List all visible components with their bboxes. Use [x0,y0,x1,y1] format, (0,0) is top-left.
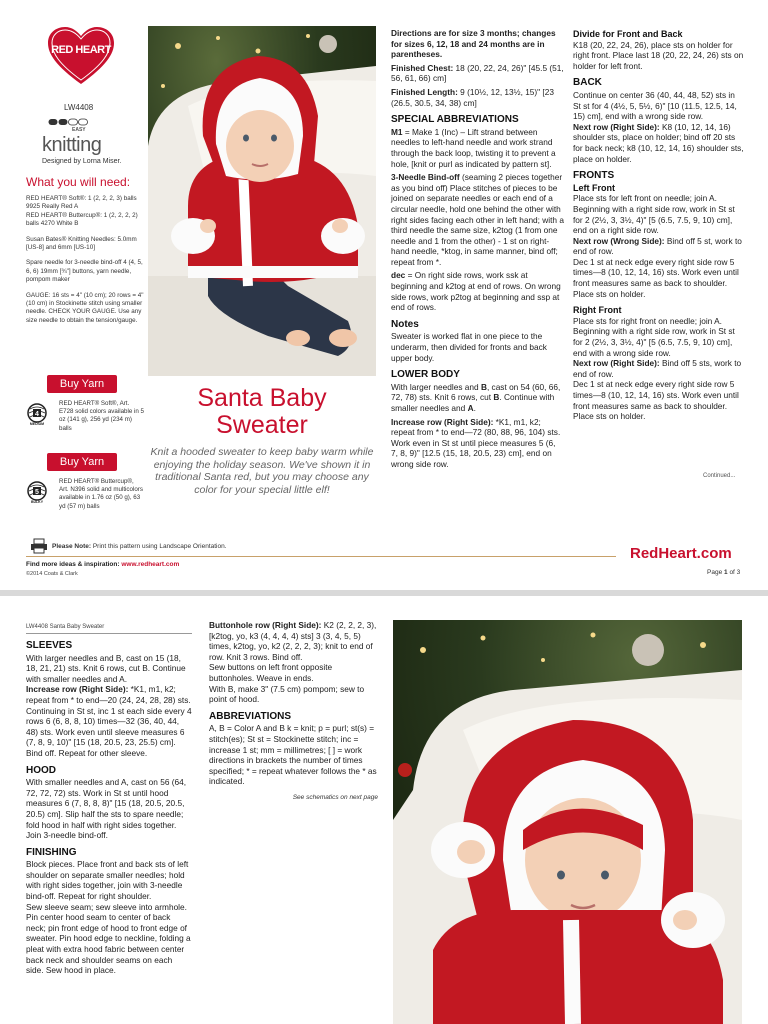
yarn-buttercup [26,478,144,538]
svg-text:4: 4 [35,411,39,418]
yarn-buttercup-text: RED HEART® Buttercup®, Art. N396 solid and multicolors available in 1.76 oz (50 g), 63 yd (57 m) balls [59,478,143,510]
pattern-page-2 [0,596,768,1024]
instructions-column-3 [26,639,192,979]
materials-yarn: RED HEART® Soft®: 1 (2, 2, 2, 3) balls 9925 Really Red A RED HEART® Buttercup®: 1 (2, 2, 2, 2) balls 4270 White B [26,195,138,228]
svg-text:5: 5 [35,489,39,496]
back-text: Continue on center 36 (40, 44, 48, 52) sts in St st for 4 (4½, 5, 5½, 6)" [10 (11.5, 12.5, 14, 15) cm], end with a wrong side row. [573,89,737,122]
right-front-text: Place sts for right front on needle; join A. Beginning with a right side row, work in St st for 2 (2½, 3, 3½, 4)" [5 (6.5, 7.5, 9, 10) cm], end with a wrong side row. [573,315,735,358]
sleeves-text: With larger needles and B, cast on 15 (18, 18, 21, 21) sts. Knit 6 rows, cut B. Continue with smaller needles and A. [26,652,186,684]
baby-photo-main [148,26,376,376]
site-link[interactable]: RedHeart.com [630,545,732,562]
page-2-header: LW4408 Santa Baby Sweater [26,624,105,630]
page-number: Page 1 of 3 [707,569,741,576]
find-more-link[interactable]: www.redheart.com [121,561,180,568]
materials-gauge: GAUGE: 16 sts = 4" (10 cm); 20 rows = 4" (10 cm) in Stockinette stitch using smaller needle. CHECK YOUR GAUGE. Use any size needle to obtain the tension/gauge. [26,291,144,324]
baby-photo-secondary [393,620,742,1024]
buy-yarn-button-2[interactable]: Buy Yarn [47,453,117,471]
copyright: ©2014 Coats & Clark [26,571,78,577]
svg-text:RED HEART: RED HEART [51,44,111,56]
skill-level-meter [48,117,88,127]
buy-yarn-button[interactable]: Buy Yarn [47,375,117,393]
finishing-heading: FINISHING [26,846,77,858]
buttonhole-row: Buttonhole row (Right Side): K2 (2, 2, 2, 3), [k2tog, yo, k3 (4, 4, 4, 4) sts] 3 (3, 4, 5, 5) times, k2tog, yo, k2 (2, 2, 2, 3); knit to end of row. Knit 3 rows. Bind off. Sew buttons on left front opposite buttonholes. Weave in ends. With B, make 3" (7.5 cm) pompom; sew to point of hood. [209,620,377,705]
fronts-heading: FRONTS [573,170,615,182]
abbrev-m1: M1 = Make 1 (Inc) – Lift strand between needles to left-hand needle and work strand through the back loop, twisting it to prevent a hole, [knit or purl as indicated by pattern st]. [391,126,556,169]
svg-text:MEDIUM: MEDIUM [29,422,45,425]
yarn-soft [26,400,144,460]
right-front-next-row: Next row (Right Side): Bind off 5 sts, work to end of row. [573,358,742,379]
abbreviations-text: A, B = Color A and B k = knit; p = purl; st(s) = stitch(es); St st = Stockinette stitch; inc = increase 1 st; mm = millimetres; [ ] = work directions in brackets the number of times specified; * = repeat whatever follows the * as indicated. [209,723,377,787]
right-front-dec: Dec 1 st at neck edge every right side row 5 times—8 (10, 12, 14, 16) sts. Work even until front measures same as back to shoulder. Place sts on holder. [573,379,739,422]
see-schematics-note: See schematics on next page [292,793,378,801]
instructions-column-2 [573,28,745,425]
yarn-soft-text: RED HEART® Soft®, Art. E728 solid colors available in 5 oz (141 g), 256 yd (234 m) balls [59,400,144,432]
divide-text: K18 (20, 22, 24, 26), place sts on holder for right front. Place last 18 (20, 22, 24, 26) sts on holder for left front. [573,39,744,71]
lower-body-heading: LOWER BODY [391,369,460,381]
left-front-text: Place sts for left front on needle; join A. Beginning with a right side row, work in St st for 2 (2½, 3, 3½, 4)" [5 (6.5, 7.5, 9, 10) cm], end on a right side row. [573,193,735,236]
designer-credit: Designed by Lorna Miser. [42,158,122,165]
left-front-dec: Dec 1 st at neck edge every right side row 5 times—8 (10, 12, 14, 16) sts. Work even until front measures same as back to shoulder. Place sts on holder. [573,256,739,299]
yarn-weight-5-icon [26,481,48,503]
finishing-text: Block pieces. Place front and back sts of left shoulder on separate smaller needles; hold with right sides together, join with 3-needle bind-off. Repeat for right shoulder. Sew sleeve seam; sew sleeve into armhole. Pin center hood seam to center of back neck; pin front edge of hood to front edge of sweater. Pin hood edge to neckline, folding a pleat with extra hood fabric between center back neck and shoulder seams on each side. Sew hood in place. [26,859,191,976]
continued-label: Continued... [703,473,736,479]
skill-label: EASY [72,127,86,133]
sleeves-heading: SLEEVES [26,640,73,651]
special-abbrev-heading: SPECIAL ABBREVIATIONS [391,114,519,126]
pattern-code: LW4408 [64,103,94,112]
hood-text: With smaller needles and A, cast on 56 (64, 72, 72, 72) sts. Work in St st until hood measures 6 (7, 8, 8, 8)" [15 (18, 20.5, 20.5, 20.5) cm]. Slip half the sts to spare needle; fold hood in half with right sides together. Join 3-needle bind-off. [26,777,187,841]
notes-text: Sweater is worked flat in one piece to the underarm, then divided for fronts and back upper body. [391,331,547,363]
finished-length: Finished Length: 9 (10½, 12, 13½, 15)" [23 (26.5, 30.5, 34, 38) cm] [391,86,554,108]
page-2-header-rule [26,633,192,634]
divide-heading: Divide for Front and Back [573,29,683,39]
footer-rule [26,556,616,557]
materials-heading: What you will need: [26,175,131,189]
pattern-description: Knit a hooded sweater to keep baby warm while enjoying the holiday season. We've shown it in traditional Santa red, but you may choose any color for your special little elf! [150,446,374,496]
abbrev-3-needle: 3-Needle Bind-off (seaming 2 pieces together as you bind off) Place stitches of pieces to be joined on separate needles or each end of a circular needle, hold one behind the other with right sides facing each other in left hand; with a third needle the same size, k2tog (1 from one needle and 1 from the other) - 1 st on right-hand needle, *ktog, in same manner, bind off; repeat from *. [391,172,564,267]
hood-heading: HOOD [26,764,56,776]
abbreviations-heading: ABBREVIATIONS [209,710,292,722]
yarn-weight-4-icon [26,403,48,425]
instructions-column-4 [209,620,378,804]
back-next-row: Next row (Right Side): K8 (10, 12, 14, 16) shoulder sts, place on holder; bind off 20 sts for back neck; k8 (10, 12, 14, 16) shoulder sts, place on holder. [573,121,744,164]
red-heart-logo[interactable] [46,26,116,86]
instructions-column-1 [391,28,564,473]
left-front-heading: Left Front [573,182,615,193]
svg-text:BULKY: BULKY [30,500,44,503]
craft-type: knitting [42,134,102,156]
lower-body-increase: Increase row (Right Side): *K1, m1, k2; repeat from * to end—72 (80, 88, 96, 104) sts. Work even in St st until piece measures 5 (6, 7, 8, 9)" [12.5 (15, 18, 20.5, 23) cm], end on wrong side row. [391,416,561,469]
materials-list [26,195,144,332]
lower-body-cast-on: With larger needles and B, cast on 54 (60, 66, 72, 78) sts. Knit 6 rows, cut B. Continue with smaller needles and A. [391,381,561,413]
pattern-title: Santa Baby Sweater [197,384,327,439]
back-heading: BACK [573,77,602,89]
materials-needles: Susan Bates® Knitting Needles: 5.0mm [US-8] and 6mm [US-10] [26,235,137,252]
finished-chest: Finished Chest: 18 (20, 22, 24, 26)" [45.5 (51, 56, 61, 66) cm] [391,62,564,84]
left-front-next-row: Next row (Wrong Side): Bind off 5 st, work to end of row. [573,235,742,257]
right-front-heading: Right Front [573,305,622,316]
sleeves-increase: Increase row (Right Side): *K1, m1, k2; repeat from * to end—20 (24, 24, 28, 28) sts. Continuing in St st, inc 1 st each side every 4 rows 6 (6, 8, 8, 10) times—32 (36, 40, 44, 48) sts. Work even until sleeve measures 6 (7, 8, 9, 10)" [15 (18, 20.5, 23, 25.5) cm]. Bind off. Repeat for other sleeve. [26,684,192,758]
find-more: Find more ideas & inspiration: www.redheart.com [26,561,180,568]
notes-heading: Notes [391,318,419,330]
print-note: Please Note: Print this pattern using Landscape Orientation. [52,543,227,550]
abbrev-dec: dec = On right side rows, work ssk at beginning and k2tog at end of rows. On wrong side rows, work p2tog at beginning and ssp at end of rows. [391,270,561,313]
materials-notions: Spare needle for 3-needle bind-off 4 (4, 5, 6, 6) 19mm [¾"] buttons, yarn needle, pompom maker [26,259,143,284]
printer-icon [30,538,48,554]
size-intro: Directions are for size 3 months; changes for sizes 6, 12, 18 and 24 months are in parentheses. [391,28,556,60]
